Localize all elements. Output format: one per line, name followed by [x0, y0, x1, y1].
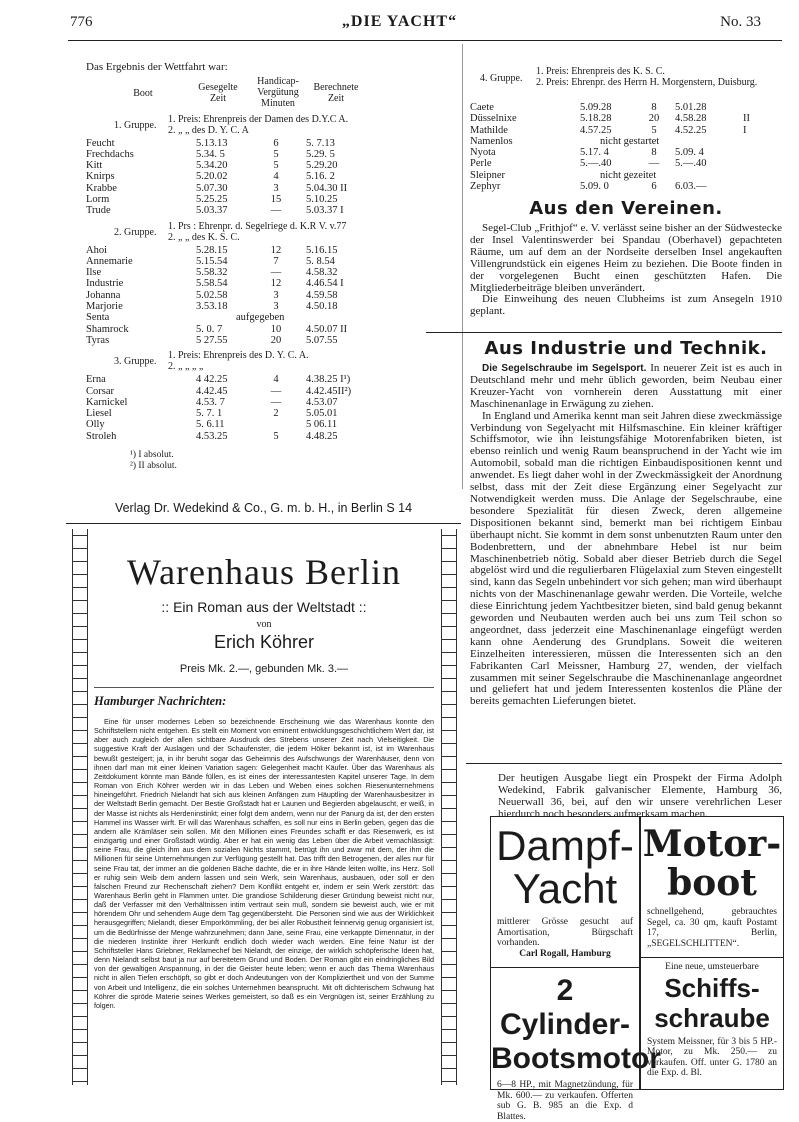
- boat-name: Trude: [86, 205, 111, 217]
- ornament-border-right: [441, 529, 457, 1085]
- sailed-time: 4.57.25: [580, 124, 612, 136]
- prize-line: 1. Preis: Ehrenpreis der Damen des D.Y.C A.: [168, 113, 349, 125]
- result-row: [86, 245, 456, 256]
- section-rule-2: [466, 763, 782, 764]
- result-row: [86, 397, 456, 408]
- result-row-special: [470, 136, 780, 147]
- sailed-time: 5.—.40: [580, 158, 612, 170]
- result-row: [86, 183, 456, 194]
- group-name: 4. Gruppe.: [480, 73, 523, 84]
- sailed-time: 5.34. 5: [196, 148, 225, 160]
- col-gesegelte: Gesegelte Zeit: [198, 81, 238, 104]
- boat-name: Mathilde: [470, 124, 508, 136]
- result-row: [470, 125, 780, 136]
- boat-name: Namenlos: [470, 135, 513, 147]
- ad-schiff-title-1: Schiffs-: [664, 972, 760, 1003]
- ad-dampf-title-2: Yacht: [512, 865, 618, 912]
- boat-name: Karnickel: [86, 396, 128, 408]
- handicap: 8: [651, 102, 657, 113]
- ad-schiff-pre: Eine neue, umsteuerbare: [665, 962, 759, 972]
- boat-name: Marjorie: [86, 301, 123, 313]
- calculated-time: 4.58.32: [306, 267, 338, 279]
- col-handicap: Handicap-Vergütung Minuten: [257, 75, 299, 109]
- handicap: 10: [270, 323, 282, 335]
- ad-schiff-text: System Meissner, für 3 bis 5 HP.-Motor, zu Mk. 250.— zu verkaufen. Off. unter G. 1780 an die Exp. d. Bl.: [647, 1036, 777, 1078]
- industrie-section: [470, 338, 782, 708]
- result-row-special: [86, 312, 456, 323]
- result-row: [86, 419, 456, 430]
- handicap: 3: [273, 289, 279, 301]
- sailed-time: 5.03.37: [196, 205, 228, 217]
- ad-motorboot-text: schnellgehend, gebrauchtes Segel, ca. 30 qm, kauft Postamt 17, Berlin, „SEGELSCHLITTEN“.: [647, 907, 777, 949]
- group-header: [86, 114, 456, 138]
- ad-dampf-signature: Carl Rogall, Hamburg: [519, 948, 611, 959]
- prize-line: 2. Preis: Ehrenpr. des Herrn H. Morgenstern, Duisburg.: [536, 77, 758, 88]
- prize-line: 1. Preis: Ehrenpreis des D. Y. C. A.: [168, 350, 309, 362]
- results-column-header: [86, 74, 456, 114]
- handicap: —: [270, 267, 282, 279]
- handicap: 12: [270, 278, 282, 290]
- industrie-subhead: Die Segelschraube im Segelsport.: [482, 363, 647, 374]
- boat-name: Frechdachs: [86, 148, 134, 160]
- boat-name: Corsar: [86, 385, 114, 397]
- journal-title: „DIE YACHT“: [341, 13, 458, 30]
- result-row: [86, 335, 456, 346]
- sailed-time: 5. 6.11: [196, 419, 225, 431]
- book-author: Erich Köhrer: [213, 632, 315, 652]
- handicap: 20: [648, 113, 660, 125]
- calculated-time: 6.03.—: [675, 181, 707, 193]
- book-subtitle: :: Ein Roman aus der Weltstadt ::: [161, 599, 367, 615]
- sailed-time: 5.58.32: [196, 267, 228, 279]
- vereine-paragraph-2: Die Einweihung des neuen Clubheims ist zum Ansegeln 1910 geplant.: [470, 293, 782, 318]
- ad-schiff-title-2: schraube: [654, 1002, 770, 1033]
- ad-dampf-title-1: Dampf-: [496, 822, 634, 869]
- industrie-body: [470, 363, 782, 708]
- col-boot: Boot: [133, 87, 153, 99]
- boat-name: Knirps: [86, 171, 115, 183]
- result-row: [86, 374, 456, 385]
- book-price: Preis Mk. 2.—, gebunden Mk. 3.—: [179, 663, 349, 675]
- book-von: von: [256, 619, 272, 630]
- calculated-time: 4.53.07: [306, 396, 338, 408]
- handicap: 5: [651, 124, 657, 136]
- book-advertisement: [66, 501, 461, 1089]
- sailed-time: 5. 7. 1: [196, 408, 223, 420]
- handicap: —: [648, 158, 660, 170]
- placing: II: [743, 113, 750, 125]
- section-rule: [426, 332, 782, 333]
- prize-line: 2. „ „ des K. S. C.: [168, 231, 240, 243]
- industrie-p1: In neuerer Zeit ist es auch in Deutschland mehr und mehr üblich geworden, beim Neubau einer Kreuzer-Yacht von vornherein deren Ausstattung mit einer Maschinenanlage in Erwägung zu ziehen.: [470, 362, 782, 410]
- calculated-time: 4.38.25 I¹): [306, 374, 351, 386]
- sailed-time: 5 27.55: [196, 334, 228, 346]
- result-row: [86, 149, 456, 160]
- boat-name: Lorm: [86, 193, 110, 205]
- calculated-time: 5.09. 4: [675, 147, 704, 159]
- boat-name: Sleipner: [470, 169, 505, 181]
- prize-line: 1. Prs : Ehrenpr. d. Segelriege d. K.R V. v.77: [168, 220, 347, 232]
- sailed-time: 5.58.54: [196, 278, 228, 290]
- sailed-time: 5.09.28: [580, 102, 612, 113]
- result-row: [86, 290, 456, 301]
- sailed-time: 5.18.28: [580, 113, 612, 125]
- prospekt-note: Der heutigen Ausgabe liegt ein Prospekt der Firma Adolph Wedekind, Fabrik galvanischer Elemente, Hamburg 36, Neuerwall 36, bei, auf den wir unsere verehrlichen Leser hierdurch noch besonders aufmerksam machen.: [498, 772, 782, 820]
- footnote: ²) II absolut.: [130, 461, 177, 472]
- calculated-time: 5.16. 2: [306, 171, 335, 183]
- ad-divider: [641, 957, 783, 958]
- status-note: aufgegeben: [236, 312, 285, 324]
- boat-name: Stroleh: [86, 430, 117, 442]
- sailed-time: 4.42.45: [196, 385, 228, 397]
- status-note: nicht gezeitet: [600, 169, 657, 181]
- handicap: 12: [270, 244, 282, 256]
- handicap: 8: [651, 147, 657, 159]
- boat-name: Industrie: [86, 278, 124, 290]
- boat-name: Johanna: [86, 289, 121, 301]
- ad-divider: [94, 687, 434, 688]
- calculated-time: 5. 8.54: [306, 255, 335, 267]
- calculated-time: 4.50.07 II: [306, 323, 348, 335]
- result-row: [470, 113, 780, 124]
- ad-dampf-text: mittlerer Grösse gesucht auf Amortisation, Bürgschaft vorhanden.: [497, 917, 633, 948]
- result-row: [86, 324, 456, 335]
- vereine-body: [470, 223, 782, 318]
- vereine-heading: Aus den Vereinen.: [529, 198, 723, 219]
- handicap: 5: [273, 148, 279, 160]
- race-results-right: [470, 66, 780, 192]
- col-berechnete: Berechnete Zeit: [313, 81, 359, 104]
- result-row: [86, 386, 456, 397]
- calculated-time: 4.50.18: [306, 301, 338, 313]
- result-row: [86, 431, 456, 442]
- boat-name: Ahoi: [86, 244, 107, 256]
- prize-line: 1. Preis: Ehrenpreis des K. S. C.: [536, 66, 665, 77]
- header-rule: [68, 40, 782, 41]
- boat-name: Olly: [86, 419, 105, 431]
- review-source: Hamburger Nachrichten:: [94, 694, 227, 708]
- ad-motorboot-title-1: Motor-: [642, 823, 782, 865]
- calculated-time: 5.29.20: [306, 160, 338, 172]
- sailed-time: 5.07.30: [196, 182, 228, 194]
- calculated-time: 5.10.25: [306, 193, 338, 205]
- boat-name: Tyras: [86, 334, 110, 346]
- handicap: 5: [273, 430, 279, 442]
- calculated-time: 5.05.01: [306, 408, 338, 420]
- sailed-time: 4.53.25: [196, 430, 228, 442]
- boat-name: Nyota: [470, 147, 496, 159]
- status-note: nicht gestartet: [600, 135, 660, 147]
- calculated-time: 5.—.40: [675, 158, 707, 170]
- vereine-section: [470, 198, 782, 318]
- result-row: [86, 194, 456, 205]
- group-4-header: [470, 66, 780, 102]
- result-row: [86, 408, 456, 419]
- ad-divider: [491, 967, 639, 968]
- group-header: [86, 221, 456, 245]
- sailed-time: 5.28.15: [196, 244, 228, 256]
- handicap: 4: [273, 374, 279, 386]
- ad-motorboot-title-2: boot: [667, 862, 757, 904]
- sailed-time: 3.53.18: [196, 301, 228, 313]
- handicap: —: [270, 396, 282, 408]
- handicap: 15: [270, 193, 282, 205]
- calculated-time: 5.16.15: [306, 244, 338, 256]
- ad-cyl-text: 6—8 HP., mit Magnetzündung, für Mk. 600.— zu verkaufen. Offerten sub G. B. 985 an die Exp. d Blattes.: [497, 1080, 633, 1122]
- handicap: 6: [273, 137, 279, 149]
- result-row: [470, 102, 780, 113]
- boat-name: Ilse: [86, 267, 102, 279]
- group-name: 3. Gruppe.: [114, 356, 157, 368]
- handicap: 4: [273, 171, 279, 183]
- ornament-border-left: [72, 529, 88, 1085]
- prize-line: 2. „ „ „ „: [168, 361, 204, 373]
- industrie-heading: Aus Industrie und Technik.: [484, 338, 768, 359]
- ad-cyl-title-2: Bootsmotor: [491, 1042, 661, 1075]
- calculated-time: 4.58.28: [675, 113, 707, 125]
- group-name: 1. Gruppe.: [114, 119, 157, 131]
- calculated-time: 5.29. 5: [306, 148, 335, 160]
- group-name: 2. Gruppe.: [114, 226, 157, 238]
- results-intro: Das Ergebnis der Wettfahrt war:: [86, 61, 228, 73]
- sailed-time: 5. 0. 7: [196, 323, 223, 335]
- vereine-paragraph: Segel-Club „Frithjof“ e. V. verlässt seine bisher an der Südwestecke der Insel Valentinswerder bei Spandau (Oberhavel) gepachteten Räume, um auf dem an der Nordseite derselben Insel angekauften Villengrundstück ein eigenes Heim zu beziehen. Die Boote finden in der vorgelegenen Bucht einen geschützten Hafen. Die Mitgliederbeiträge bleiben unverändert.: [470, 222, 782, 294]
- boat-name: Düsselnixe: [470, 113, 517, 125]
- handicap: —: [270, 385, 282, 397]
- sailed-time: 5.13.13: [196, 137, 228, 149]
- ad-dampfyacht: [490, 816, 661, 1122]
- handicap: 3: [273, 182, 279, 194]
- result-row: [470, 147, 780, 158]
- handicap: 2: [273, 408, 279, 420]
- page-header: [0, 10, 799, 38]
- sailed-time: 5.15.54: [196, 255, 228, 267]
- result-row: [470, 158, 780, 169]
- sailed-time: 5.17. 4: [580, 147, 609, 159]
- result-row: [86, 205, 456, 216]
- boat-name: Liesel: [86, 408, 112, 420]
- handicap: —: [270, 205, 282, 217]
- result-row: [86, 278, 456, 289]
- calculated-time: 5.07.55: [306, 334, 338, 346]
- sailed-time: 4 42.25: [196, 374, 228, 386]
- ad-motorboot: [640, 816, 784, 1090]
- issue-number: No. 33: [720, 14, 761, 30]
- result-row: [86, 138, 456, 149]
- sailed-time: 4.53. 7: [196, 396, 225, 408]
- boat-name: Caete: [470, 102, 494, 113]
- result-row: [470, 181, 780, 192]
- calculated-time: 5.01.28: [675, 102, 707, 113]
- boat-name: Erna: [86, 374, 106, 386]
- handicap: 5: [273, 160, 279, 172]
- calculated-time: 5. 7.13: [306, 137, 335, 149]
- boat-name: Senta: [86, 312, 110, 324]
- calculated-time: 4.59.58: [306, 289, 338, 301]
- boat-name: Annemarie: [86, 255, 133, 267]
- footnote: ¹) I absolut.: [130, 450, 174, 461]
- calculated-time: 4.48.25: [306, 430, 338, 442]
- calculated-time: 4.52.25: [675, 124, 707, 136]
- calculated-time: 5.03.37 I: [306, 205, 344, 217]
- boat-name: Perle: [470, 158, 492, 170]
- result-row: [86, 256, 456, 267]
- result-row: [86, 267, 456, 278]
- boat-name: Feucht: [86, 137, 115, 149]
- industrie-p2: In England und Amerika kennt man seit Jahren diese zweckmässige Verbindung von Segelyacht mit Hilfsmaschine. Ein kleiner kräftiger Schiffsmotor, wie ihn leistungsfähige Motorenfabriken bieten, ist ebenso reinlich und wenig Raum beanspruchend in der Yacht wie im Automobil, sobald man die richtigen Einbaudispositionen kennt und anwendet. Es liegt daher wohl in der Zweckmässigkeit der Anordnung selbst, dass mit der Zeit diese Ergänzung einer Segelyacht zur Notwendigkeit werden muss. Die Anlage der Segelschraube, eine besondere Spezialität für diesen Zweck, deren allgemeine Dispositionen bekannt sind, bemerkt man bei richtigem Einbau überhaupt nicht. Sie kommt in dem sonst unbenutzten Raum unter den Bodenbrettern, und der abnehmbare Hebel ist nur beim Maschinenbetrieb nötig. Sobald aber dieser Betrieb durch die Segel abgelöst wird und die regulierbaren Flügelaxial zum Steven eingestellt sind, kann das Segeln unbehindert vor sich gehen; man wird überhaupt nichts von der Maschinenanlage gewahr werden. Die Vorteile, welche diese Einrichtung jedem Yachtbesitzer bieten, sind bald genug bekannt geworden und Neubauten werden auch bei uns zum Teil schon so angeordnet, dass jederzeit eine Maschinenanlage eingefügt werden kann ohne Aenderung des Grundplans. Soweit die weiteren Einzelheiten interessieren, müssen die Interessenten sich an den Fabrikanten Carl Meissner, Hamburg 27, wenden, der vielfach zusammen mit seiner Segelschraube die Maschinenanlage angeordnet und geliefert hat und jedem Interessenten kostenlos die Pläne der bereits gemachten Lieferungen bietet.: [470, 409, 782, 708]
- prize-line: 2. „ „ des D. Y. C. A: [168, 124, 249, 136]
- handicap: 7: [273, 255, 279, 267]
- calculated-time: 5.04.30 II: [306, 182, 348, 194]
- review-text: [94, 717, 434, 1010]
- sailed-time: 5.20.02: [196, 171, 228, 183]
- column-rule: [462, 44, 463, 489]
- handicap: 20: [270, 334, 282, 346]
- page-number: 776: [70, 14, 93, 30]
- calculated-time: 4.46.54 I: [306, 278, 344, 290]
- group-header: [86, 350, 456, 374]
- sailed-time: 5.09. 0: [580, 181, 609, 193]
- race-results-left: [86, 62, 456, 472]
- result-row: [86, 160, 456, 171]
- ad-cyl-title-1: 2 Cylinder-: [499, 974, 631, 1041]
- review-paragraph: Eine für unser modernes Leben so bezeichnende Erscheinung wie das Warenhaus konnte den Schriftstellern nicht entgehen. Es stellt ein Moment von eminent entwicklungsgeschichtlichem Wert dar, ist aber auch zugleich der allen sichtbare Ausdruck des Strebens unserer Zeit nach Vielseitigkeit. Die suggestive Kraft der Auslagen und der Schaufenster, die jedem Höker bekannt ist, ist im Warenhaus bewußt gesteigert; ja, in ihr beruht sogar das Geheimnis des Aufschwungs der Warenhäuser, denn von ihnen darf man mit einer kleinen Variation sagen: Gelegenheit macht Käufer. Über das Warenhaus als Zeitdokument könnte man Bände füllen, es ist eines der interessantesten Kapitel unserer Tage. In dem Roman von Erich Köhrer werden wir in das Leben und Weben eines solchen Riesenunternehmens hineingeführt. Friedrich Nielandt hat sich aus kleinen Anfängen zum Häuptling der Warenhausbesitzer in der Weltstadt Berlin gemacht. Der Bestie Großstadt hat er Launen und Begierden abgelauscht, er weiß, in der Masse ist nichts als Herdeninstinkt; einer folgt dem andern, wenn nur der Panurg da ist, der den ersten Hammel ins Wasser wirft. Er will das Warenhaus schaffen, es soll nur eins in Berlin geben, gegen das die andern alle Krämläser sein sollen. Mit den Millionen eines Freundes schafft er das Riesenwerk, es ist einzigartig und einer Großstadt würdig. Aber er hat ein wenig das Leben über die Arbeit vernachlässigt: seine Frau, die gleich ihm aus dem sozialen Nichts stammt, betrügt ihn und zwar mit dem, der ihm die Millionen für seine Unternehmungen zur Verfügung gestellt hat. Das trifft den Betrogenen, der alles nur für seine Frau tat, der immer an die goldenen Bäche dachte, die er in ihre Hände leiten wollte, ins Herz. Soll er ruhig sein Weib dem andern lassen und sein Werk, sein Warenhaus, ausbauen, oder soll er den falschen Freund zur Rechenschaft ziehen? Dem Konflikt entgeht er, indem er sein Werk zerstört: das Warenhaus Berlin geht in Flammen unter. Die grandiose Schilderung dieser Gründung beweist nicht nur, daß der Verfasser mit den Verhältnissen intim vertraut sein muß, sondern sie beweist auch, wie er mit hörendem Ohr und sehendem Auge dem Tag gegenübersteht. Die Personen sind wie aus der Wirklichkeit herausgegriffen; Nielandt, dieser Emporkömmling, der bei aller Robustheit feinnervig genug organisiert ist, um die Bedürfnisse der Menge wahrzunehmen; dann Jane, seine Frau, eine verkappte Dirnennatur, in der die niederen Instinkte ihrer Herkunft endlich doch wieder wach werden. Eine feine Natur ist der Schriftsteller Hans Griebner, Reklamechef bei Nielandt, der einzige, der wirklich schöpferische Ideen hat, denn Nielandt selbst baut ja nur auf bereitetem Grund und Boden. Der Roman gibt ein eindringliches Bild von der gewaltigen Anspannung, in der die Geister heute leben; wenn er auch das Thema Warenhaus nicht in allen Tiefen erschöpft, so gibt er doch Andeutungen von der Kompliziertheit und von der Summe von Arbeit und Intelligenz, die ein solches Unternehmen beansprucht. Mit oft dichterischem Schwung hat Köhrer die spröde Materie seines Werkes gemeistert, so daß es ein Vergnügen ist, seiner Erzählung zu folgen.: [94, 717, 434, 1010]
- boat-name: Krabbe: [86, 182, 117, 194]
- boat-name: Shamrock: [86, 323, 129, 335]
- handicap: 6: [651, 181, 657, 193]
- result-row: [86, 171, 456, 182]
- calculated-time: 4.42.45II²): [306, 385, 352, 397]
- handicap: 3: [273, 301, 279, 313]
- result-row: [86, 301, 456, 312]
- result-row-special: [470, 170, 780, 181]
- publisher-line: Verlag Dr. Wedekind & Co., G. m. b. H., in Berlin S 14: [114, 501, 413, 515]
- book-title: Warenhaus Berlin: [126, 552, 401, 592]
- sailed-time: 5.02.58: [196, 289, 228, 301]
- sailed-time: 5.25.25: [196, 193, 228, 205]
- boat-name: Zephyr: [470, 181, 501, 193]
- calculated-time: 5 06.11: [306, 419, 338, 431]
- boat-name: Kitt: [86, 160, 103, 172]
- sailed-time: 5.34.20: [196, 160, 228, 172]
- placing: I: [743, 124, 747, 136]
- publisher-rule: [66, 523, 461, 524]
